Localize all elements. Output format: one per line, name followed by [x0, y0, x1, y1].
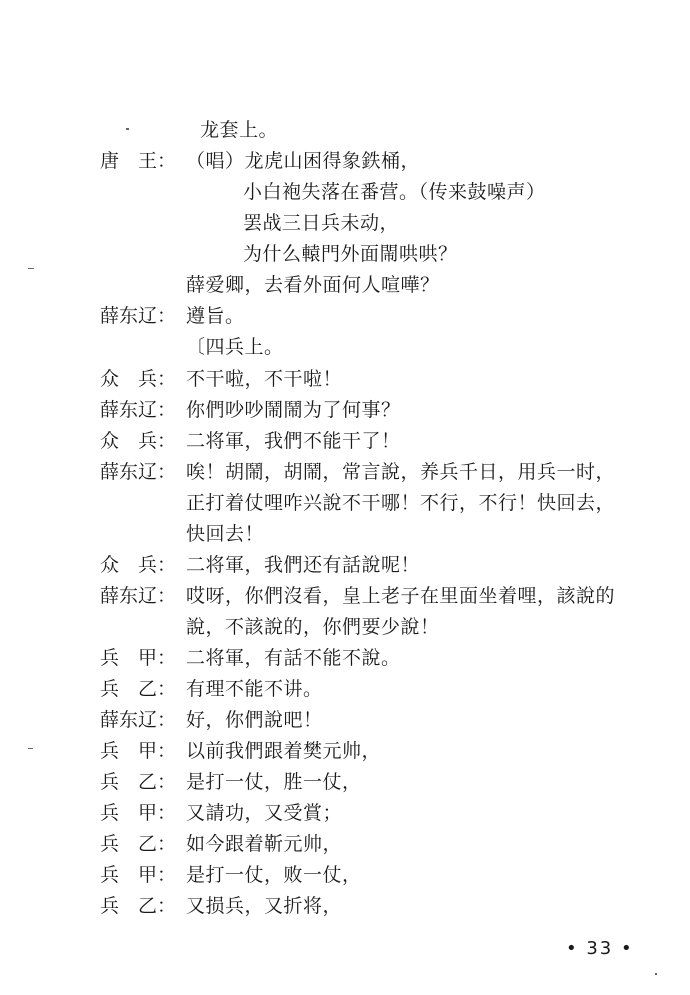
- scan-speck: [655, 973, 657, 975]
- scan-speck: [126, 128, 129, 130]
- dialogue-line: 說，不該說的，你們要少說！: [186, 616, 440, 638]
- stage-direction: 龙套上。: [200, 119, 279, 141]
- speaker-label: 兵 甲：: [100, 647, 177, 669]
- dialogue-line: 是打一仗，胜一仗，: [186, 771, 362, 793]
- speaker-label: 薛东辽：: [100, 709, 177, 731]
- speaker-label: 众 兵：: [100, 368, 177, 390]
- dialogue-line: 是打一仗，败一仗，: [186, 864, 362, 886]
- dialogue-line: 有理不能不讲。: [186, 678, 323, 700]
- speaker-label: 众 兵：: [100, 430, 177, 452]
- speaker-label: 众 兵：: [100, 554, 177, 576]
- dialogue-line: 唉！胡鬧，胡鬧，常言說，养兵千日，用兵一时，: [186, 461, 616, 483]
- dialogue-line: 遵旨。: [186, 305, 245, 327]
- speaker-label: 薛东辽：: [100, 585, 177, 607]
- dialogue-line: 二将軍，我們不能干了！: [186, 430, 401, 452]
- speaker-label: 兵 甲：: [100, 864, 177, 886]
- speaker-label: 薛东辽：: [100, 461, 177, 483]
- dialogue-line: 快回去！: [186, 523, 265, 545]
- dialogue-line: 又损兵，又折将，: [186, 895, 343, 917]
- dialogue-line: 薛爱卿，去看外面何人喧嘩？: [186, 274, 440, 296]
- speaker-label: 兵 乙：: [100, 833, 177, 855]
- dialogue-line: （唱）龙虎山困得象鉄桶，: [186, 150, 421, 172]
- song-line: 小白袍失落在番营。（传来鼓噪声）: [243, 181, 546, 203]
- dialogue-line: 哎呀，你們沒看，皇上老子在里面坐着哩，該說的: [186, 585, 616, 607]
- speaker-label: 兵 乙：: [100, 895, 177, 917]
- dialogue-line: 不干啦，不干啦！: [186, 368, 343, 390]
- dialogue-line: 又請功，又受賞；: [186, 802, 343, 824]
- dialogue-line: 好，你們說吧！: [186, 709, 323, 731]
- song-line: 罢战三日兵未动，: [243, 212, 400, 234]
- speaker-label: 唐 王：: [100, 150, 177, 172]
- song-line: 为什么轅門外面閙哄哄？: [243, 243, 458, 265]
- dialogue-line: 以前我們跟着樊元帅，: [186, 740, 382, 762]
- scan-speck: [28, 748, 33, 749]
- dialogue-line: 二将軍，有話不能不說。: [186, 647, 401, 669]
- speaker-label: 兵 乙：: [100, 771, 177, 793]
- dialogue-line: 二将軍，我們还有話說呢！: [186, 554, 421, 576]
- page-number: • 33 •: [566, 938, 634, 959]
- speaker-label: 薛东辽：: [100, 305, 177, 327]
- dialogue-line: 你們吵吵鬧鬧为了何事？: [186, 399, 401, 421]
- speaker-label: 兵 甲：: [100, 740, 177, 762]
- dialogue-line: 如今跟着靳元帅，: [186, 833, 343, 855]
- stage-direction: 〔四兵上。: [186, 336, 284, 358]
- dialogue-line: 正打着仗哩咋兴說不干哪！不行，不行！快回去，: [186, 492, 616, 514]
- scan-speck: [28, 268, 34, 269]
- speaker-label: 兵 乙：: [100, 678, 177, 700]
- speaker-label: 薛东辽：: [100, 399, 177, 421]
- speaker-label: 兵 甲：: [100, 802, 177, 824]
